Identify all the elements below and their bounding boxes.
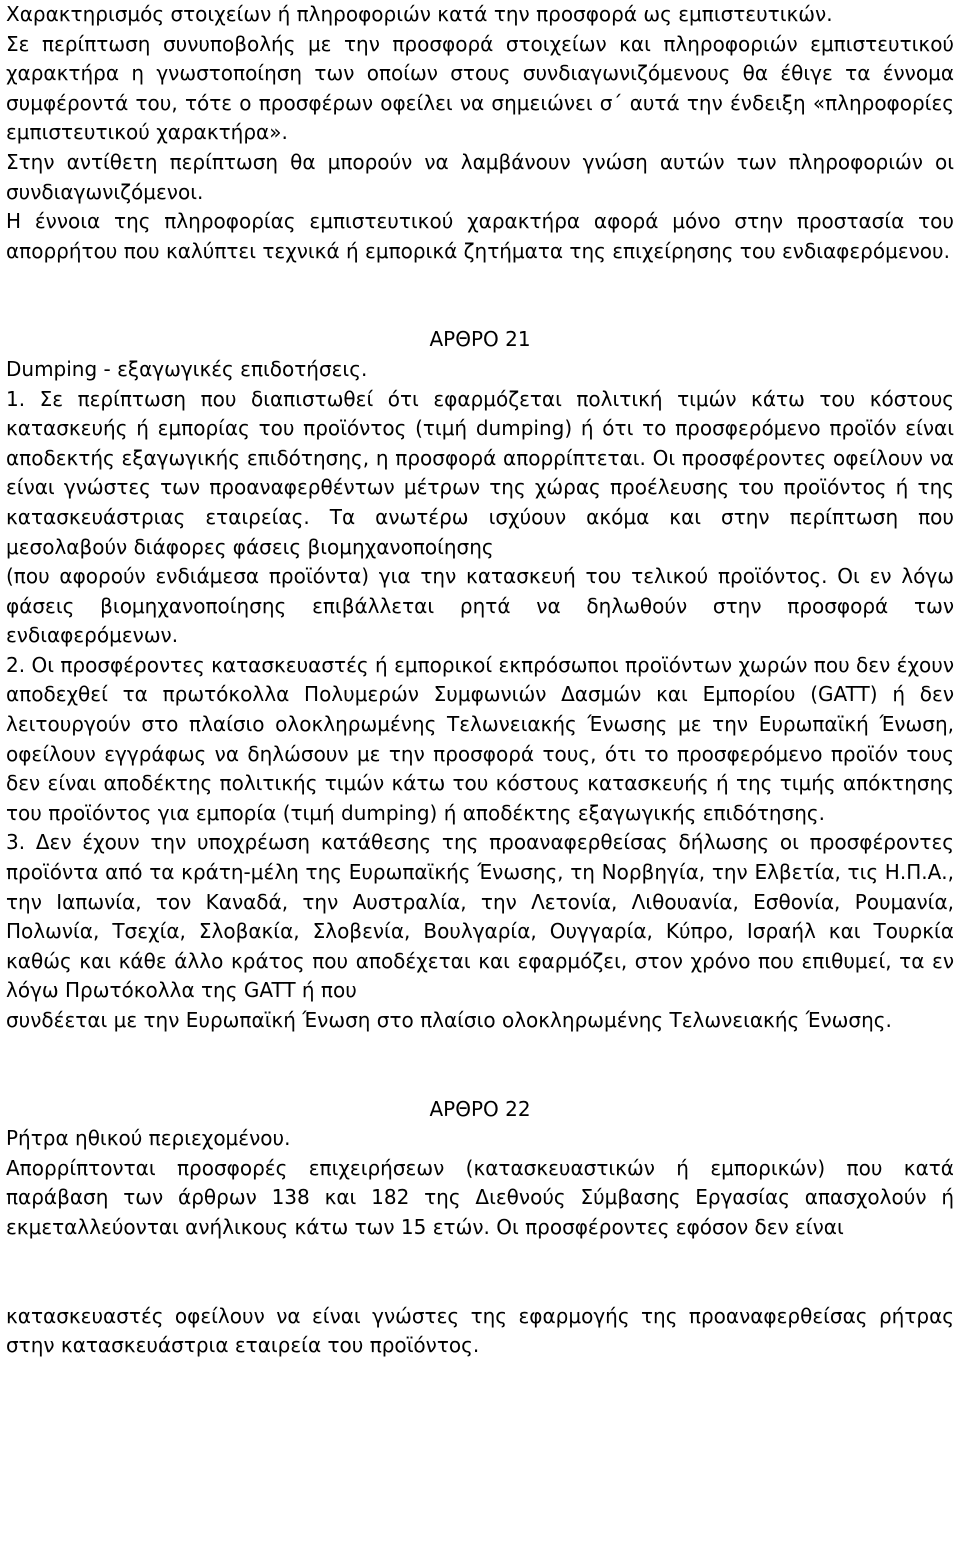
article-22-paragraph-1: Απορρίπτονται προσφορές επιχειρήσεων (κατασκευαστικών ή εμπορικών) που κατά παράβαση των άρθρων 138 και 182 της Διεθνούς Σύμβασης Εργασίας απασχολούν ή εκμεταλλεύονται ανήλικους κάτω των 15 ετών. Οι προσφέροντες εφόσον δεν είναι (6, 1155, 954, 1239)
article-21-paragraph-1: 1. Σε περίπτωση που διαπιστωθεί ότι εφαρμόζεται πολιτική τιμών κάτω του κόστους κατασκευής ή εμπορίας του προϊόντος (τιμή dumping) ή ότι το προσφερόμενο προϊόν είναι αποδεκτής εξαγωγικής επιδότησης, η προσφορά απορρίπτεται. Οι προσφέροντες οφείλουν να είναι γνώστες των προαναφερθέντων μέτρων της χώρας προέλευσης του προϊόντος ή της κατασκευάστριας εταιρείας. Τα ανωτέρω ισχύουν ακόμα και στην περίπτωση που μεσολαβούν διάφορες φάσεις βιομηχανοποίησης (6, 386, 954, 559)
article-22-title: Ρήτρα ηθικού περιεχομένου. (6, 1126, 291, 1151)
intro-paragraph-3: Η έννοια της πληροφορίας εμπιστευτικού χαρακτήρα αφορά μόνο στην προστασία του απορρήτου που καλύπτει τεχνικά ή εμπορικά ζητήματα της επιχείρησης του ενδιαφερόμενου. (6, 209, 954, 263)
article-22-paragraph-2: κατασκευαστές οφείλουν να είναι γνώστες της εφαρμογής της προαναφερθείσας ρήτρας στην κατασκευάστρια εταιρεία του προϊόντος. (6, 1303, 954, 1358)
intro-paragraph-1: Σε περίπτωση συνυποβολής με την προσφορά στοιχείων και πληροφοριών εμπιστευτικού χαρακτήρα η γνωστοποίηση των οποίων στους συνδιαγωνιζόμενους θα έθιγε τα έννομα συμφέροντά του, τότε ο προσφέρων οφείλει να σημειώνει σ΄ αυτά την ένδειξη «πληροφορίες εμπιστευτικού χαρακτήρα». (6, 31, 954, 145)
article-22-heading: ΑΡΘΡΟ 22 (429, 1096, 531, 1121)
article-21-paragraph-2: 2. Οι προσφέροντες κατασκευαστές ή εμπορικοί εκπρόσωποι προϊόντων χωρών που δεν έχουν αποδεχθεί τα πρωτόκολλα Πολυμερών Συμφωνιών Δασμών και Εμπορίου (GATT) ή δεν λειτουργούν στο πλαίσιο ολοκληρωμένης Τελωνειακής Ένωσης με την Ευρωπαϊκή Ένωση, οφείλουν εγγράφως να δηλώσουν με την προσφορά τους, ότι το προσφερόμενο προϊόν τους δεν είναι αποδέκτης πολιτικής τιμών κάτω του κόστους κατασκευής ή της τιμής απόκτησης του προϊόντος για εμπορία (τιμή dumping) ή αποδέκτης εξαγωγικής επιδότησης. (6, 652, 954, 825)
article-21-paragraph-3: 3. Δεν έχουν την υποχρέωση κατάθεσης της προαναφερθείσας δήλωσης οι προσφέροντες προϊόντα από τα κράτη-μέλη της Ευρωπαϊκής Ένωσης, τη Νορβηγία, την Ελβετία, τις Η.Π.Α., την Ιαπωνία, τον Καναδά, την Αυστραλία, την Λετονία, Λιθουανία, Εσθονία, Ρουμανία, Πολωνία, Τσεχία, Σλοβακία, Σλοβενία, Βουλγαρία, Ουγγαρία, Κύπρο, Ισραήλ και Τουρκία καθώς και κάθε άλλο κράτος που αποδέχεται και εφαρμόζει, στον χρόνο που επιθυμεί, τα εν λόγω Πρωτόκολλα της GATT ή που (6, 830, 954, 1003)
article-21-paragraph-1b: (που αφορούν ενδιάμεσα προϊόντα) για την κατασκευή του τελικού προϊόντος. Οι εν λόγω φάσεις βιομηχανοποίησης επιβάλλεται ρητά να δηλωθούν στην προσφορά των ενδιαφερόμενων. (6, 564, 954, 648)
article-21-heading: ΑΡΘΡΟ 21 (429, 327, 531, 352)
intro-paragraph-2: Στην αντίθετη περίπτωση θα μπορούν να λαμβάνουν γνώση αυτών των πληροφοριών οι συνδιαγωνιζόμενοι. (6, 149, 954, 204)
spacer (6, 1036, 954, 1095)
intro-title: Χαρακτηρισμός στοιχείων ή πληροφοριών κατά την προσφορά ως εμπιστευτικών. (6, 2, 833, 26)
article-21-title: Dumping - εξαγωγικές επιδοτήσεις. (6, 356, 368, 381)
spacer (6, 266, 954, 325)
spacer (6, 1243, 954, 1302)
article-21-paragraph-3b: συνδέεται με την Ευρωπαϊκή Ένωση στο πλαίσιο ολοκληρωμένης Τελωνειακής Ένωσης. (6, 1008, 892, 1032)
